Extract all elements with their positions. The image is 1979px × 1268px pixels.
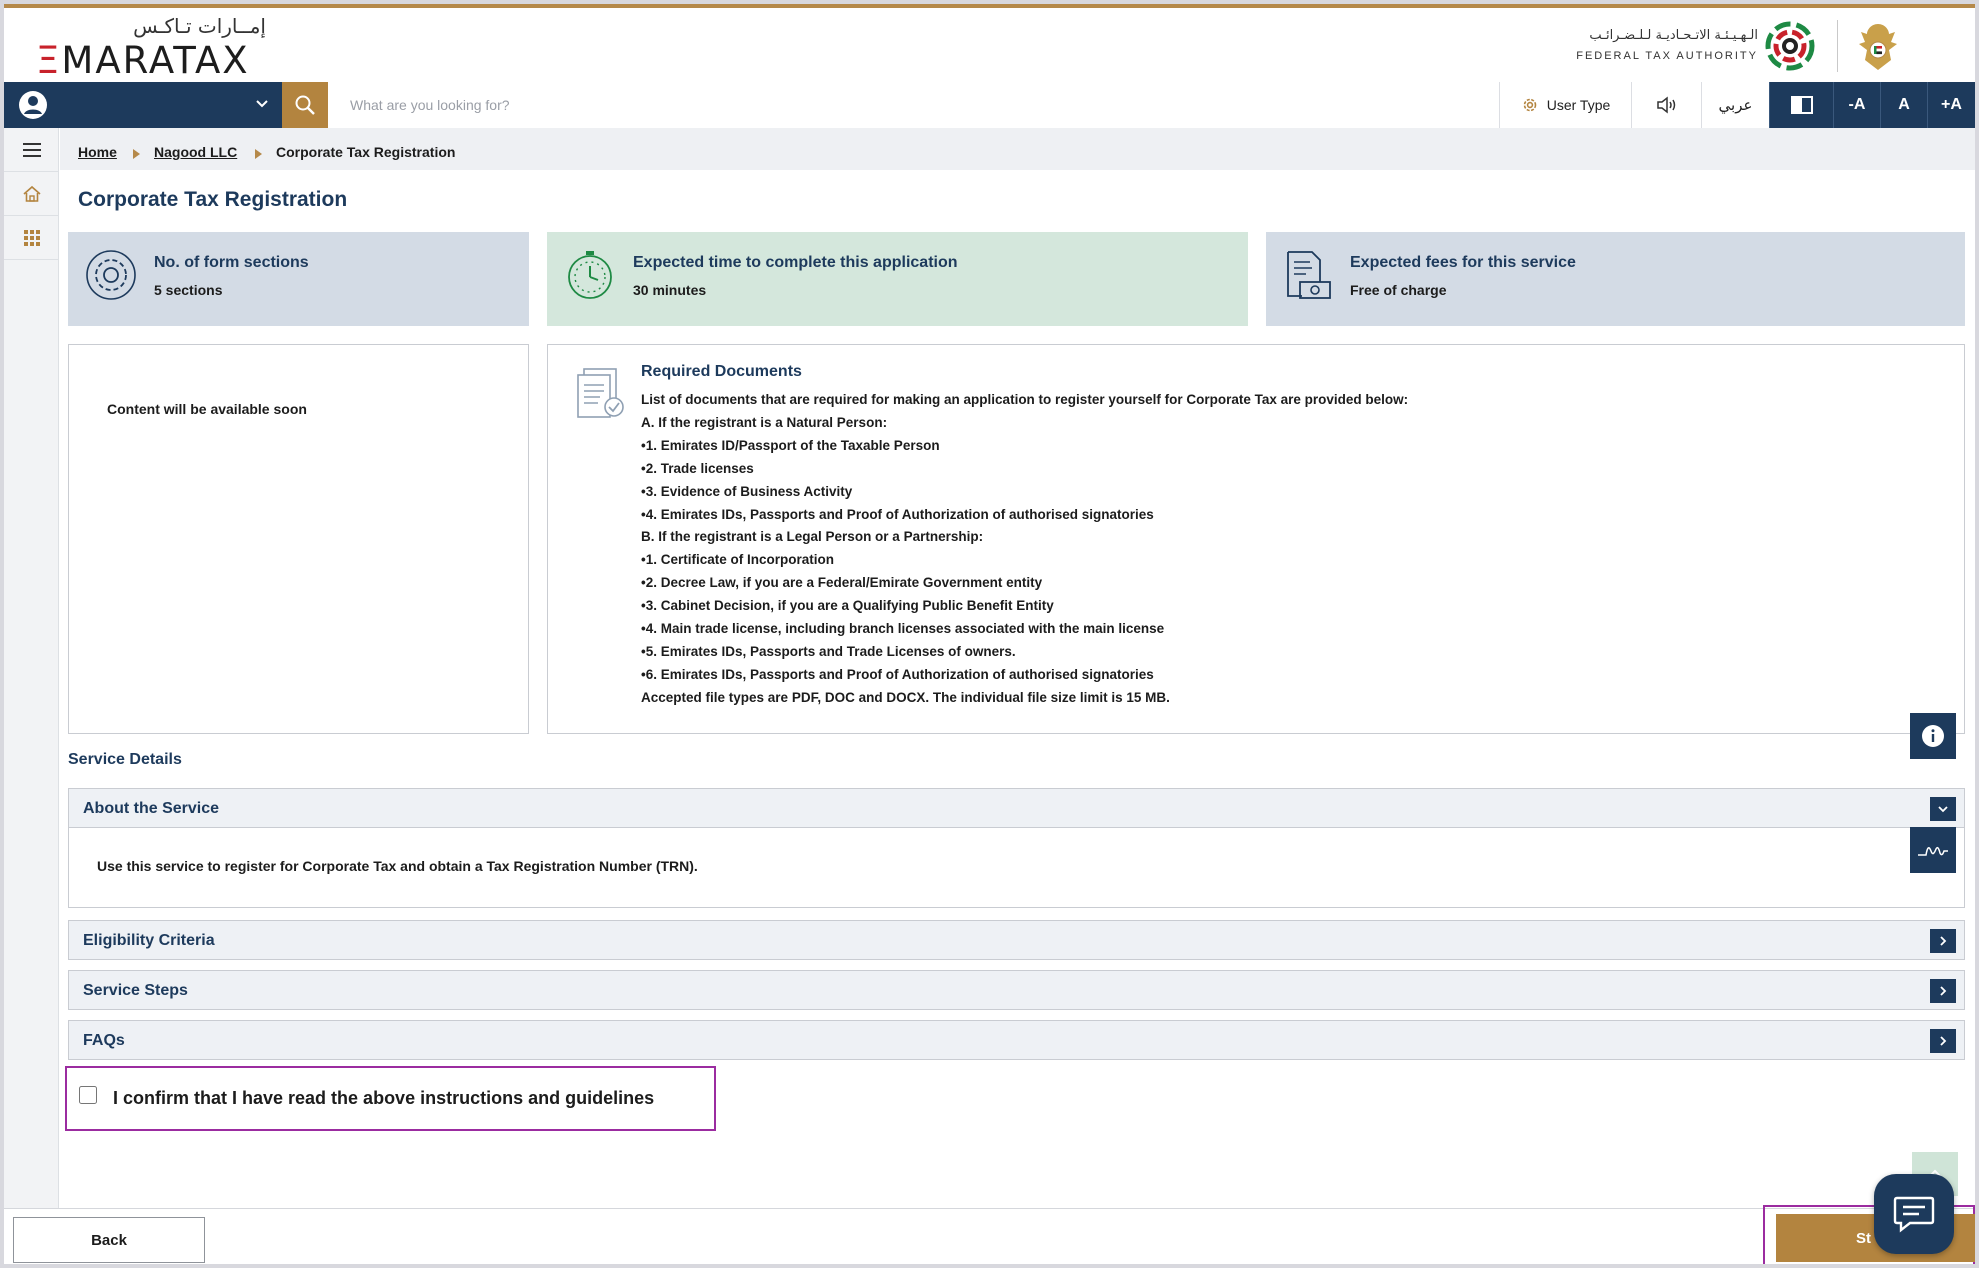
required-documents-title: Required Documents xyxy=(641,363,802,380)
top-toolbar xyxy=(4,82,1975,128)
page-title: Corporate Tax Registration xyxy=(78,188,348,211)
chevron-down-icon xyxy=(1937,803,1949,815)
speaker-icon xyxy=(1655,95,1679,115)
emaratax-logo[interactable] xyxy=(36,14,266,82)
list-item: List of documents that are required for making an application to register yourself for Corporate Tax are provided below: xyxy=(641,392,1409,407)
text-to-speech-button[interactable] xyxy=(1631,82,1701,128)
accordion-label: Service Steps xyxy=(83,982,188,999)
back-button[interactable]: Back xyxy=(13,1217,205,1263)
fta-arabic-name: الـهـيـئـة الاتـحـاديـة لـلـضـرائـب xyxy=(1589,28,1758,43)
grid-apps-icon xyxy=(23,229,41,247)
list-item: •3. Evidence of Business Activity xyxy=(641,483,853,499)
uae-emblem-icon xyxy=(1853,20,1903,74)
breadcrumb-current: Corporate Tax Registration xyxy=(276,144,456,160)
required-documents-list xyxy=(641,389,1408,710)
logo-english-text xyxy=(36,39,250,82)
chevron-right-icon xyxy=(1937,935,1949,947)
accordion-about-service-body xyxy=(68,828,1965,908)
gear-settings-icon xyxy=(84,248,138,302)
signature-icon xyxy=(1916,839,1950,861)
accordion-service-steps[interactable] xyxy=(68,970,1965,1010)
list-item: •2. Trade licenses xyxy=(641,460,754,476)
sidebar-item-home[interactable] xyxy=(4,172,59,216)
accordion-toggle[interactable] xyxy=(1930,797,1956,821)
site-header xyxy=(4,8,1975,82)
list-item: •3. Cabinet Decision, if you are a Qualifying Public Benefit Entity xyxy=(641,598,1054,614)
expected-time-value: 30 minutes xyxy=(633,282,707,298)
expected-fees-value: Free of charge xyxy=(1350,282,1447,298)
chevron-right-icon xyxy=(1937,985,1949,997)
contrast-icon xyxy=(1791,96,1813,114)
service-details-title: Service Details xyxy=(68,751,182,768)
fta-logo xyxy=(1576,16,1923,76)
sidebar-item-services[interactable] xyxy=(4,216,59,260)
sign-language-button[interactable] xyxy=(1910,827,1956,873)
list-item: •4. Emirates IDs, Passports and Proof of Authorization of authorised signatories xyxy=(641,506,1154,522)
fta-emblem-icon xyxy=(1762,18,1818,74)
sidebar-menu-toggle[interactable] xyxy=(4,128,59,172)
accordion-label: Eligibility Criteria xyxy=(83,932,215,949)
content-placeholder-panel xyxy=(68,344,529,734)
search-icon xyxy=(294,94,316,116)
chat-support-button[interactable] xyxy=(1874,1174,1954,1254)
accordion-eligibility-criteria[interactable] xyxy=(68,920,1965,960)
documents-checklist-icon xyxy=(574,365,630,429)
stopwatch-icon xyxy=(563,248,617,302)
contrast-toggle-button[interactable] xyxy=(1769,82,1833,128)
user-avatar-icon xyxy=(18,90,48,120)
app-frame xyxy=(4,4,1975,1264)
info-card-form-sections xyxy=(68,232,529,326)
user-menu-dropdown[interactable] xyxy=(4,82,282,128)
search-button[interactable] xyxy=(282,82,328,128)
content-soon-text: Content will be available soon xyxy=(107,401,307,417)
confirm-checkbox-label[interactable]: I confirm that I have read the above instructions and guidelines xyxy=(113,1088,655,1108)
list-item: B. If the registrant is a Legal Person or a Partnership: xyxy=(641,529,984,545)
accordion-faqs[interactable] xyxy=(68,1020,1965,1060)
list-item: •2. Decree Law, if you are a Federal/Emirate Government entity xyxy=(641,575,1043,591)
logo-arabic-text: إمــارات تـاكـس xyxy=(133,14,266,38)
info-card-expected-time xyxy=(547,232,1248,326)
list-item: •6. Emirates IDs, Passports and Proof of Authorization of authorised signatories xyxy=(641,666,1154,682)
logo-english-word: MARATAX xyxy=(61,39,250,82)
info-icon xyxy=(1921,724,1945,748)
chevron-right-icon xyxy=(1937,1035,1949,1047)
gear-icon xyxy=(1521,96,1539,114)
font-default-button[interactable]: A xyxy=(1880,82,1927,128)
expected-fees-title: Expected fees for this service xyxy=(1350,254,1576,271)
user-type-label: User Type xyxy=(1546,97,1611,113)
breadcrumb-home-link[interactable]: Home xyxy=(78,144,117,160)
accordion-toggle[interactable] xyxy=(1930,929,1956,953)
accordion-label: About the Service xyxy=(83,800,220,817)
expected-time-title: Expected time to complete this application xyxy=(633,254,958,271)
fta-english-name: FEDERAL TAX AUTHORITY xyxy=(1576,50,1758,62)
list-item: A. If the registrant is a Natural Person: xyxy=(641,414,888,430)
breadcrumb-company-link[interactable]: Nagood LLC xyxy=(154,144,238,160)
info-button[interactable] xyxy=(1910,713,1956,759)
arabic-language-label: عربي xyxy=(1718,96,1753,114)
about-service-text: Use this service to register for Corporate Tax and obtain a Tax Registration Number (TRN). xyxy=(97,858,698,874)
font-decrease-button[interactable]: -A xyxy=(1833,82,1880,128)
accordion-toggle[interactable] xyxy=(1930,1029,1956,1053)
left-sidebar xyxy=(4,128,59,1208)
logo-e-mark: Ξ xyxy=(36,39,62,82)
form-sections-value: 5 sections xyxy=(154,282,223,298)
accordion-toggle[interactable] xyxy=(1930,979,1956,1003)
list-item: Accepted file types are PDF, DOC and DOCX. The individual file size limit is 15 MB. xyxy=(641,689,1170,705)
search-input[interactable] xyxy=(328,82,1499,128)
hamburger-menu-icon xyxy=(22,142,42,158)
list-item: •5. Emirates IDs, Passports and Trade Licenses of owners. xyxy=(641,643,1016,659)
user-type-button[interactable] xyxy=(1499,82,1631,128)
breadcrumb-separator xyxy=(133,149,140,159)
breadcrumb-separator xyxy=(255,149,262,159)
language-toggle-button[interactable] xyxy=(1701,82,1769,128)
header-divider xyxy=(1837,20,1838,72)
accordion-label: FAQs xyxy=(83,1032,125,1049)
chat-bubble-icon xyxy=(1892,1194,1936,1234)
form-sections-title: No. of form sections xyxy=(154,254,309,271)
chevron-down-icon xyxy=(254,96,270,112)
home-icon xyxy=(22,185,42,203)
list-item: •1. Emirates ID/Passport of the Taxable Person xyxy=(641,437,940,453)
font-increase-button[interactable]: +A xyxy=(1927,82,1975,128)
start-button[interactable]: St xyxy=(1776,1214,1975,1262)
confirm-checkbox[interactable] xyxy=(79,1086,97,1104)
info-card-expected-fees xyxy=(1266,232,1965,326)
accordion-about-service[interactable] xyxy=(68,788,1965,828)
page-footer xyxy=(4,1208,1975,1264)
confirm-instructions-box xyxy=(65,1066,716,1131)
invoice-money-icon xyxy=(1282,248,1336,302)
list-item: •1. Certificate of Incorporation xyxy=(641,552,835,568)
required-documents-panel xyxy=(547,344,1965,734)
list-item: •4. Main trade license, including branch licenses associated with the main license xyxy=(641,621,1165,637)
